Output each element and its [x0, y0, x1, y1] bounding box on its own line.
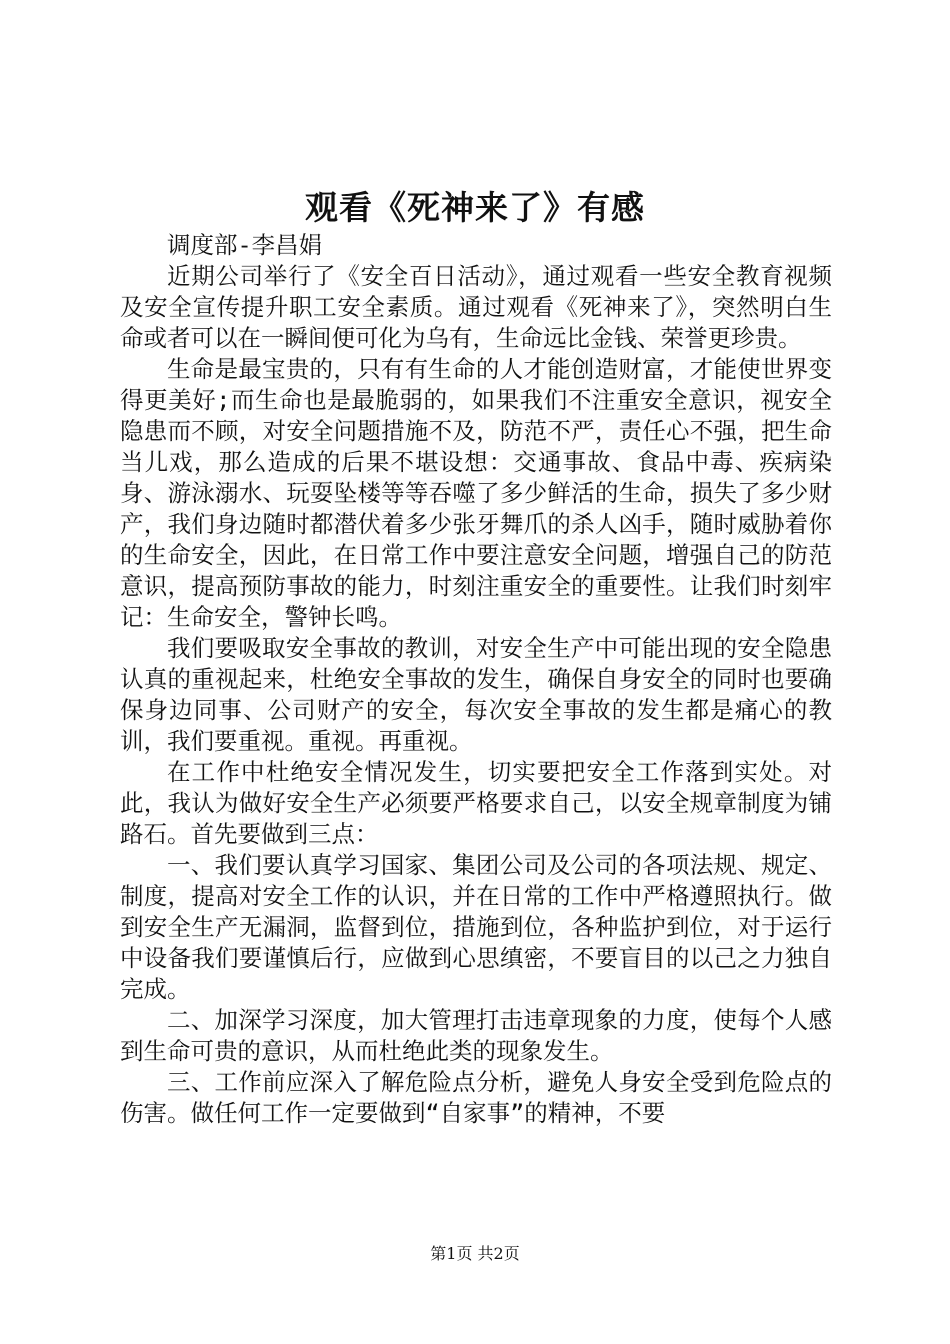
paragraph-1: 近期公司举行了《安全百日活动》，通过观看一些安全教育视频及安全宣传提升职工安全素质。通过观看《死神来了》，突然明白生命或者可以在一瞬间便可化为乌有，生命远比金钱、荣誉更珍贵。 [120, 262, 832, 352]
paragraph-4: 在工作中杜绝安全情况发生，切实要把安全工作落到实处。对此，我认为做好安全生产必须要严格要求自己，以安全规章制度为铺路石。首先要做到三点： [120, 758, 832, 848]
document-body [120, 230, 832, 1129]
paragraph-2: 生命是最宝贵的，只有有生命的人才能创造财富，才能使世界变得更美好;而生命也是最脆弱的，如果我们不注重安全意识，视安全隐患而不顾，对安全问题措施不及，防范不严，责任心不强，把生命当儿戏，那么造成的后果不堪设想：交通事故、食品中毒、疾病染身、游泳溺水、玩耍坠楼等等吞噬了多少鲜活的生命，损失了多少财产，我们身边随时都潜伏着多少张牙舞爪的杀人凶手，随时威胁着你的生命安全，因此，在日常工作中要注意安全问题，增强自己的防范意识，提高预防事故的能力，时刻注重安全的重要性。让我们时刻牢记：生命安全，警钟长鸣。 [120, 355, 832, 631]
paragraph-7: 三、工作前应深入了解危险点分析，避免人身安全受到危险点的伤害。做任何工作一定要做到“自家事”的精神，不要 [120, 1068, 832, 1127]
page-footer: 第1页 共2页 [430, 1244, 520, 1263]
paragraph-6: 二、加深学习深度，加大管理打击违章现象的力度，使每个人感到生命可贵的意识，从而杜绝此类的现象发生。 [120, 1006, 832, 1065]
author-line: 调度部-李昌娟 [167, 231, 323, 259]
document-title: 观看《死神来了》有感 [305, 188, 645, 227]
paragraph-5: 一、我们要认真学习国家、集团公司及公司的各项法规、规定、制度，提高对安全工作的认识，并在日常的工作中严格遵照执行。做到安全生产无漏洞，监督到位，措施到位，各种监护到位，对于运行中设备我们要谨慎后行，应做到心思缜密，不要盲目的以己之力独自完成。 [120, 851, 832, 1003]
paragraph-3: 我们要吸取安全事故的教训，对安全生产中可能出现的安全隐患认真的重视起来，杜绝安全事故的发生，确保自身安全的同时也要确保身边同事、公司财产的安全，每次安全事故的发生都是痛心的教训，我们要重视。重视。再重视。 [120, 634, 832, 755]
